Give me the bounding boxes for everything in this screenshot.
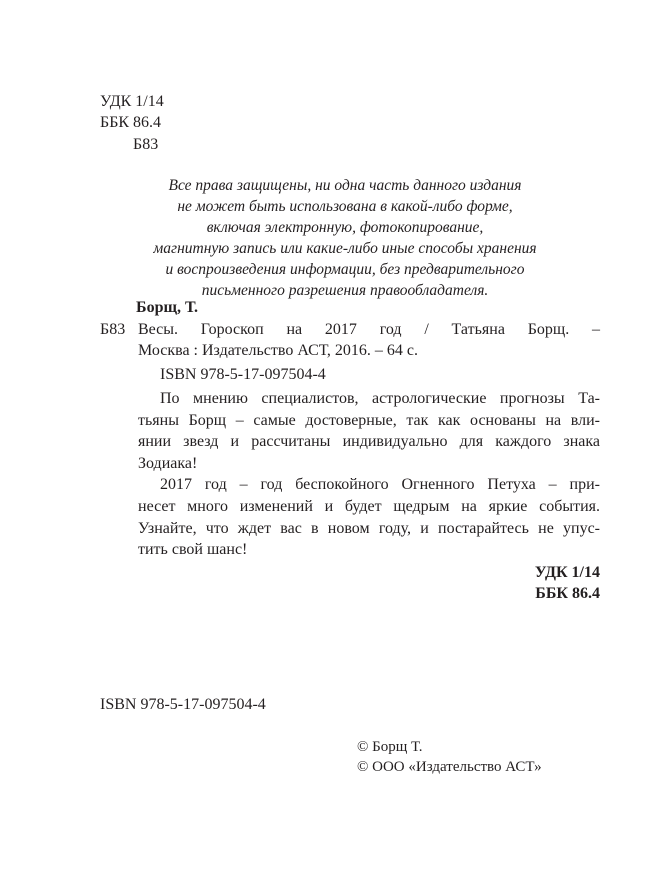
rights-notice-line: Все права защищены, ни одна часть данного издания xyxy=(168,177,522,194)
catalog-author: Борщ, Т. xyxy=(136,299,199,316)
rights-notice-line: письменного разрешения правообладателя. xyxy=(201,282,489,299)
catalog-sign: Б83 xyxy=(100,321,126,338)
annotation-line: Узнайте, что ждет вас в новом году, и постарайтесь не упус- xyxy=(138,520,600,537)
annotation-line: тить свой шанс! xyxy=(138,541,248,558)
catalog-isbn: ISBN 978-5-17-097504-4 xyxy=(160,366,326,383)
rights-notice-line: не может быть использована в какой-либо форме, xyxy=(177,198,513,215)
footer-isbn: ISBN 978-5-17-097504-4 xyxy=(100,696,266,713)
bbk-code: ББК 86.4 xyxy=(100,114,162,131)
annotation-line: 2017 год – год беспокойного Огненного Петуха – при- xyxy=(160,476,600,493)
annotation-line: По мнению специалистов, астрологические прогнозы Та- xyxy=(160,390,600,407)
annotation-line: янии звезд и рассчитаны индивидуально для каждого знака xyxy=(138,433,600,450)
copyright-author: © Борщ Т. xyxy=(357,739,423,755)
catalog-title-line: Весы. Гороскоп на 2017 год / Татьяна Борщ. – xyxy=(138,321,600,338)
rights-notice-line: и воспроизведения информации, без предварительного xyxy=(165,261,525,278)
classification-udk: УДК 1/14 xyxy=(534,564,600,581)
author-sign: Б83 xyxy=(133,136,159,153)
catalog-publisher-line: Москва : Издательство АСТ, 2016. – 64 с. xyxy=(138,342,419,359)
copyright-publisher: © ООО «Издательство АСТ» xyxy=(357,759,542,775)
annotation-line: тьяны Борщ – самые достоверные, так как основаны на вли- xyxy=(138,412,600,429)
annotation-line: Зодиака! xyxy=(138,455,198,472)
annotation-line: несет много изменений и будет щедрым на яркие события. xyxy=(138,498,600,515)
rights-notice-line: магнитную запись или какие-либо иные способы хранения xyxy=(153,240,537,257)
classification-bbk: ББК 86.4 xyxy=(535,585,600,602)
udk-code: УДК 1/14 xyxy=(100,93,164,110)
rights-notice-line: включая электронную, фотокопирование, xyxy=(206,219,484,236)
